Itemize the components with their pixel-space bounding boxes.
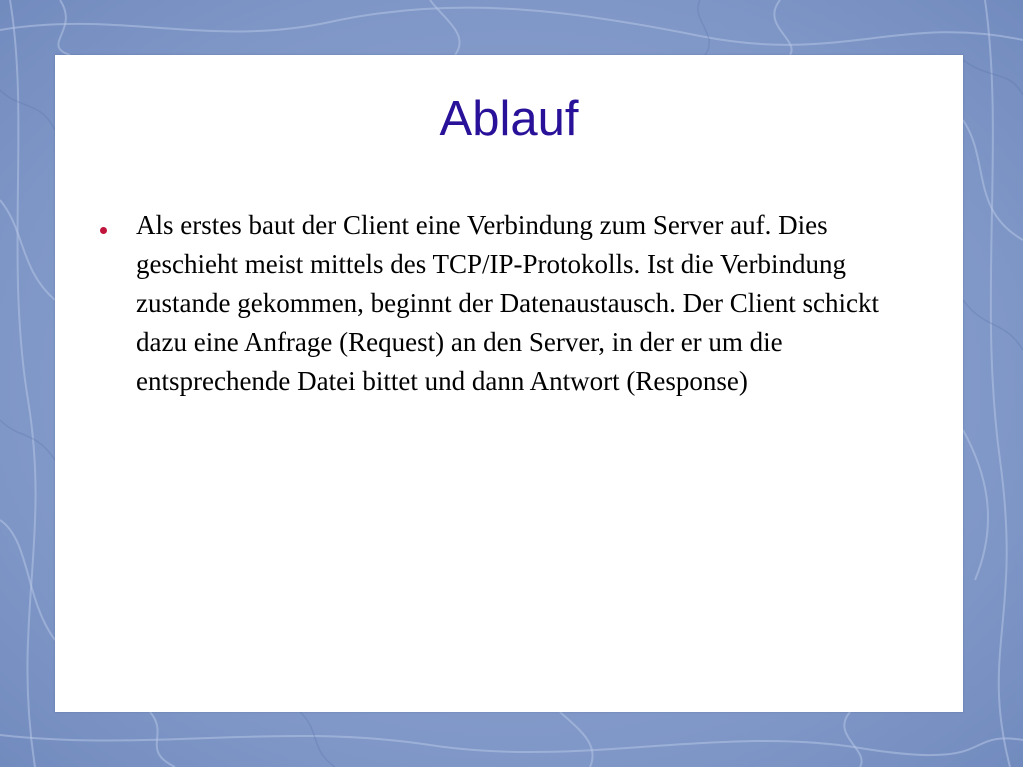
bullet-dot-icon (100, 227, 107, 234)
content-panel (55, 55, 963, 712)
slide-title: Ablauf (439, 92, 579, 146)
bullet-list (55, 206, 963, 401)
bullet-item (55, 206, 963, 401)
bullet-text: Als erstes baut der Client eine Verbindung zum Server auf. Dies geschieht meist mittels des TCP/IP-Protokolls. Ist die Verbindung zustande gekommen, beginnt der Datenaustausch. Der Client schickt dazu eine Anfrage (Request) an den Server, in der er um die entsprechende Datei bittet und dann Antwort (Response) (136, 210, 880, 396)
